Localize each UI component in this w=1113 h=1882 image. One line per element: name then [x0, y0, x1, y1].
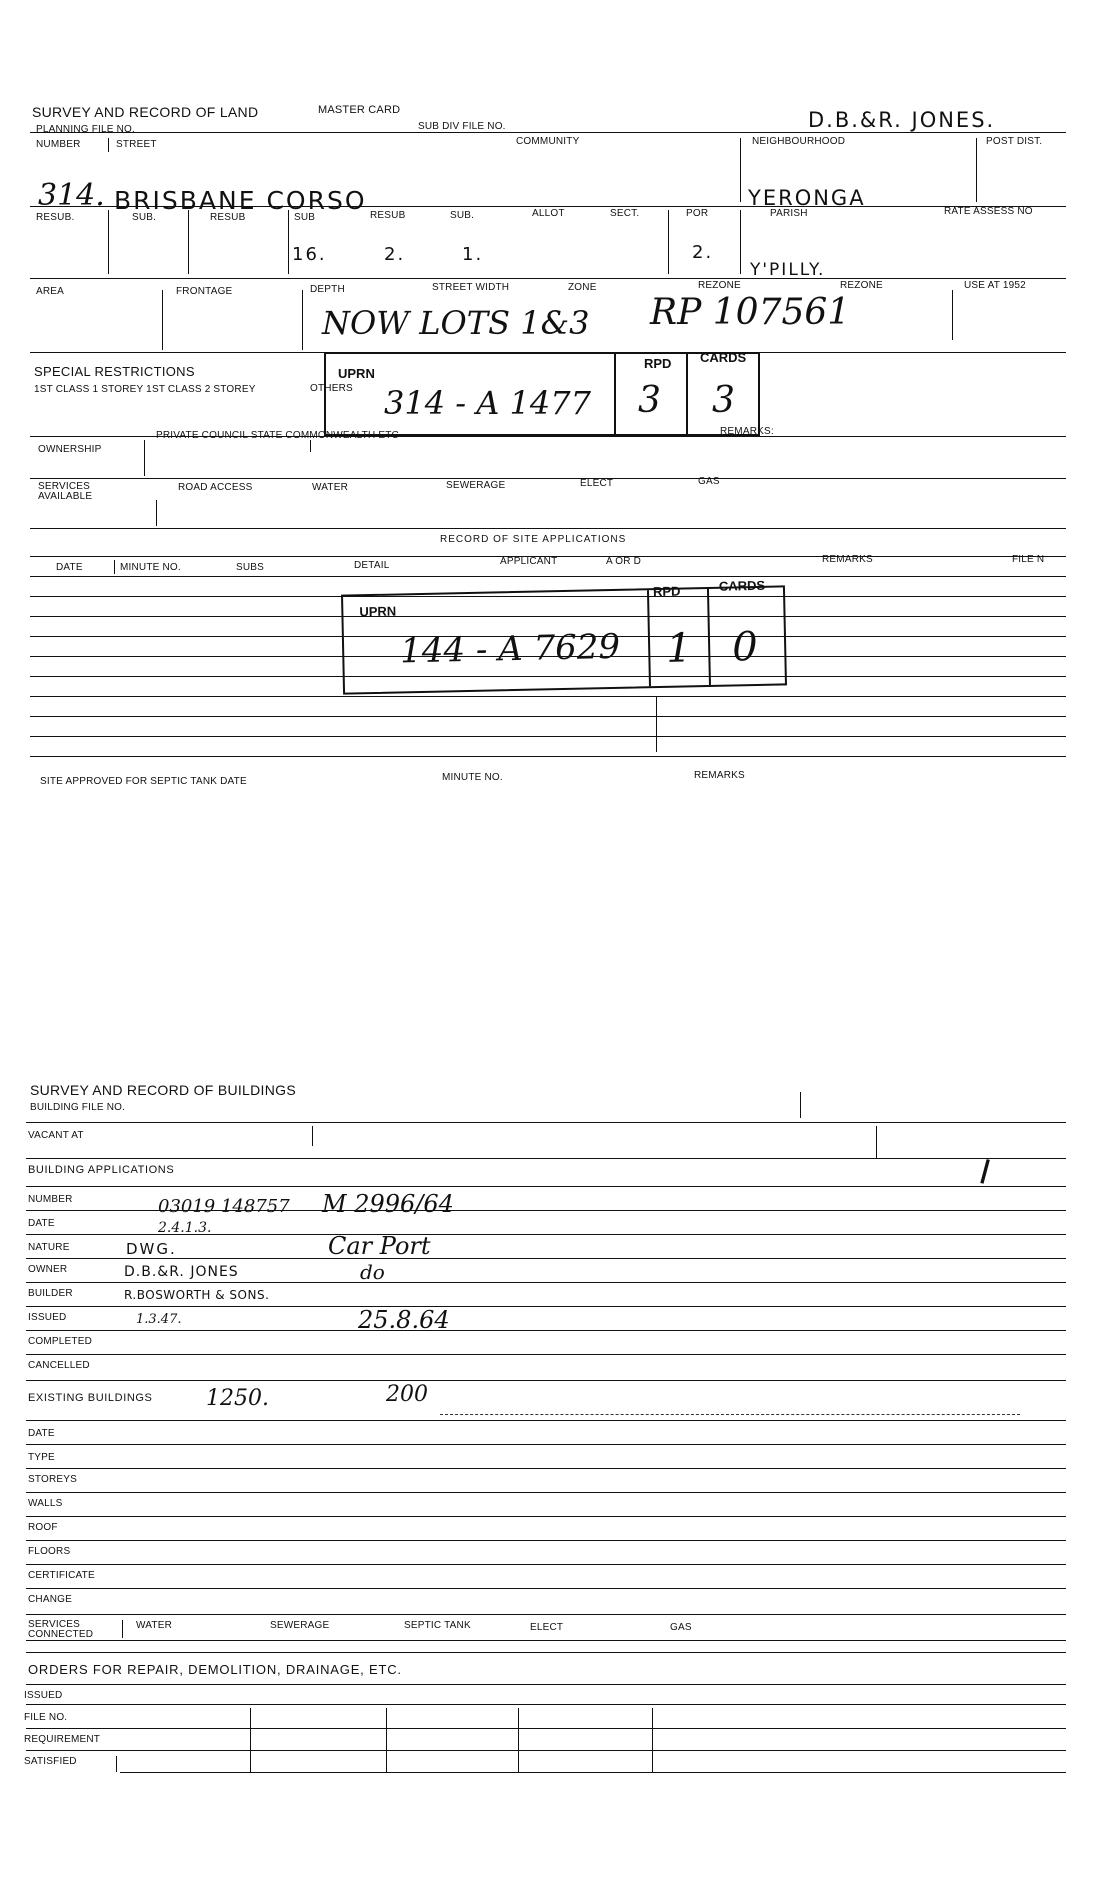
divider — [26, 1380, 1066, 1381]
neighbourhood-label: NEIGHBOURHOOD — [752, 136, 846, 147]
services-available-label: SERVICES AVAILABLE — [38, 481, 93, 502]
record-site-label: RECORD OF SITE APPLICATIONS — [440, 534, 627, 545]
uprn-value: 314 - A 1477 — [384, 384, 591, 422]
parish-value: Y'PILLY. — [750, 260, 826, 280]
divider — [26, 1420, 1066, 1421]
ownership-label: OWNERSHIP — [38, 444, 102, 455]
divider — [310, 440, 311, 452]
divider — [740, 138, 741, 202]
divider — [26, 1588, 1066, 1589]
class-storey-label: 1ST CLASS 1 STOREY 1ST CLASS 2 STOREY — [34, 384, 256, 395]
existing-row-change: CHANGE — [28, 1594, 72, 1605]
order-row-requirement: REQUIREMENT — [24, 1734, 101, 1745]
entry-builder: R.BOSWORTH & SONS. — [124, 1288, 270, 1302]
divider — [876, 1126, 877, 1158]
existing-row-floors: FLOORS — [28, 1546, 71, 1557]
remarks-bottom-label: REMARKS — [694, 770, 745, 781]
divider — [26, 1750, 1066, 1751]
divider — [26, 1704, 1066, 1705]
row-label-nature: NATURE — [28, 1242, 70, 1253]
order-row-issued: ISSUED — [24, 1690, 63, 1701]
ownership-types: PRIVATE COUNCIL STATE COMMONWEALTH ETC — [156, 430, 399, 441]
elect-label: ELECT — [580, 478, 614, 489]
row-label-number: NUMBER — [28, 1194, 73, 1205]
divider — [122, 1620, 123, 1638]
entry-owner: D.B.&R. JONES — [124, 1264, 239, 1280]
divider — [26, 1684, 1066, 1685]
file-n-col: FILE N — [1012, 554, 1045, 565]
entry-number-2: M 2996/64 — [322, 1190, 454, 1218]
subs-col: SUBS — [236, 562, 265, 573]
a-or-d-col: A OR D — [606, 556, 642, 567]
street-width-label: STREET WIDTH — [432, 282, 510, 293]
divider — [30, 736, 1066, 737]
master-card-label: MASTER CARD — [318, 104, 401, 116]
svc-water: WATER — [136, 1620, 172, 1631]
divider — [156, 500, 157, 526]
divider — [288, 210, 289, 274]
divider — [614, 354, 616, 434]
rp-number: RP 107561 — [650, 292, 851, 333]
orders-label: ORDERS FOR REPAIR, DEMOLITION, DRAINAGE, ETC. — [28, 1662, 402, 1677]
septic-label: SITE APPROVED FOR SEPTIC TANK DATE — [40, 776, 247, 787]
divider — [976, 138, 977, 202]
resub-value: 2. — [384, 244, 406, 265]
divider — [26, 1516, 1066, 1517]
entry-nature-2: Car Port — [328, 1232, 431, 1260]
rezone-label-2: REZONE — [840, 280, 883, 291]
neighbourhood-value: YERONGA — [748, 186, 866, 210]
number-label: NUMBER — [36, 139, 81, 150]
existing-row-type: TYPE — [28, 1452, 55, 1463]
divider — [440, 1414, 1020, 1415]
cards-label-2: CARDS — [718, 577, 766, 594]
existing-row-roof: ROOF — [28, 1522, 58, 1533]
rate-assess-label: RATE ASSESS NO — [944, 206, 1033, 217]
divider — [686, 354, 688, 434]
divider — [30, 756, 1066, 757]
divider — [302, 290, 303, 350]
cards-label: CARDS — [700, 350, 747, 365]
svc-elect: ELECT — [530, 1622, 564, 1633]
applications-label: BUILDING APPLICATIONS — [28, 1164, 175, 1176]
entry-number: 03019 148757 — [158, 1196, 290, 1217]
rpd-value: 3 — [638, 380, 661, 421]
divider — [26, 1354, 1066, 1355]
zone-label: ZONE — [568, 282, 597, 293]
rpd-label-2: RPD — [652, 583, 681, 600]
divider — [26, 1540, 1066, 1541]
cards-value: 3 — [712, 380, 735, 421]
divider — [518, 1708, 519, 1772]
gas-label: GAS — [698, 476, 720, 487]
post-dist-label: POST DIST. — [986, 136, 1043, 147]
divider — [26, 1614, 1066, 1615]
divider — [188, 210, 189, 274]
area-label: AREA — [36, 286, 65, 297]
sub-label-3: SUB. — [450, 210, 475, 221]
sub-value-2: 1. — [462, 244, 484, 265]
allot-label: ALLOT — [532, 208, 565, 219]
divider — [26, 1158, 1066, 1159]
parish-label: PARISH — [770, 208, 808, 219]
number-value: 314. — [38, 178, 105, 213]
minute-no-col: MINUTE NO. — [120, 562, 181, 573]
detail-col: DETAIL — [354, 560, 390, 571]
sub-value: 16. — [292, 244, 327, 265]
divider — [116, 1756, 117, 1772]
others-label: OTHERS — [310, 383, 353, 394]
divider — [162, 290, 163, 350]
building-file-label: BUILDING FILE NO. — [30, 1102, 126, 1113]
vacant-at-label: VACANT AT — [28, 1130, 84, 1141]
sect-label: SECT. — [610, 208, 640, 219]
row-label-issued: ISSUED — [28, 1312, 67, 1323]
divider — [120, 1772, 1066, 1773]
order-row-satisfied: SATISFIED — [24, 1756, 77, 1767]
road-access-label: ROAD ACCESS — [178, 482, 253, 493]
divider — [250, 1708, 251, 1772]
land-card-title: SURVEY AND RECORD OF LAND — [32, 104, 259, 120]
street-label: STREET — [116, 139, 157, 150]
divider — [108, 210, 109, 274]
sub-label-2: SUB — [294, 212, 316, 223]
depth-label: DEPTH — [310, 284, 345, 295]
uprn-stamp-2 — [341, 577, 787, 694]
por-label: POR — [686, 208, 709, 219]
uprn-stamp — [324, 352, 760, 436]
planning-file-label: PLANNING FILE NO. — [36, 124, 135, 135]
divider — [26, 1444, 1066, 1445]
divider — [800, 1092, 801, 1118]
divider — [740, 210, 741, 274]
uprn-label-2: UPRN — [359, 603, 397, 620]
services-connected-label: SERVICES CONNECTED — [28, 1619, 94, 1640]
water-label: WATER — [312, 482, 348, 493]
divider — [26, 1564, 1066, 1565]
divider — [26, 1468, 1066, 1469]
row-label-date: DATE — [28, 1218, 55, 1229]
divider — [26, 1728, 1066, 1729]
existing-row-walls: WALLS — [28, 1498, 63, 1509]
entry-issued-2: 25.8.64 — [358, 1306, 450, 1334]
use-at-label: USE AT 1952 — [964, 280, 1026, 291]
divider — [26, 1122, 1066, 1123]
divider — [647, 590, 651, 686]
rezone-label: REZONE — [698, 280, 741, 291]
existing-value: 1250. — [206, 1386, 269, 1411]
existing-value-2: 200 — [386, 1382, 428, 1407]
entry-owner-2: do — [360, 1260, 385, 1284]
divider — [26, 1186, 1066, 1187]
divider — [952, 290, 953, 340]
svc-septic: SEPTIC TANK — [404, 1620, 471, 1631]
minute-no-label-2: MINUTE NO. — [442, 772, 503, 783]
divider — [30, 478, 1066, 479]
existing-row-certificate: CERTIFICATE — [28, 1570, 95, 1581]
tick-mark: | — [978, 1153, 994, 1185]
divider — [26, 1306, 1066, 1307]
sub-div-file-label: SUB DIV FILE NO. — [418, 121, 506, 132]
street-value: BRISBANE CORSO — [114, 186, 367, 215]
divider — [30, 528, 1066, 529]
row-label-cancelled: CANCELLED — [28, 1360, 90, 1371]
resub-label: RESUB. — [36, 212, 75, 223]
existing-buildings-label: EXISTING BUILDINGS — [28, 1392, 153, 1404]
resub-label-2: RESUB — [210, 212, 246, 223]
divider — [30, 132, 1066, 133]
rpd-label: RPD — [644, 356, 672, 371]
divider — [30, 576, 1066, 577]
community-label: COMMUNITY — [516, 136, 580, 147]
entry-nature: DWG. — [126, 1240, 177, 1258]
divider — [30, 278, 1066, 279]
order-row-file: FILE NO. — [24, 1712, 68, 1723]
row-label-completed: COMPLETED — [28, 1336, 93, 1347]
building-card-title: SURVEY AND RECORD OF BUILDINGS — [30, 1082, 296, 1098]
divider — [30, 716, 1066, 717]
divider — [707, 589, 711, 685]
divider — [26, 1330, 1066, 1331]
divider — [26, 1652, 1066, 1653]
por-value: 2. — [692, 242, 714, 263]
cards-value-2: 0 — [731, 623, 759, 671]
row-label-owner: OWNER — [28, 1264, 68, 1275]
entry-issued: 1.3.47. — [136, 1312, 182, 1327]
applicant-col: APPLICANT — [500, 556, 558, 567]
uprn-value-2: 144 - A 7629 — [399, 626, 621, 672]
owner-name-header: D.B.&R. JONES. — [808, 108, 996, 132]
entry-date: 2.4.1.3. — [158, 1220, 212, 1236]
depth-note: NOW LOTS 1&3 — [322, 304, 590, 342]
row-label-builder: BUILDER — [28, 1288, 73, 1299]
divider — [30, 696, 1066, 697]
divider — [26, 1640, 1066, 1641]
divider — [144, 440, 145, 476]
remarks-col: REMARKS — [822, 554, 873, 565]
divider — [26, 1282, 1066, 1283]
existing-row-date: DATE — [28, 1428, 55, 1439]
divider — [26, 1258, 1066, 1259]
existing-row-storeys: STOREYS — [28, 1474, 78, 1485]
svc-gas: GAS — [670, 1622, 692, 1633]
uprn-label: UPRN — [338, 366, 375, 381]
divider — [668, 210, 669, 274]
date-col: DATE — [56, 562, 83, 573]
remarks-label-top: REMARKS: — [720, 426, 774, 437]
divider — [30, 206, 1066, 207]
divider — [108, 138, 109, 152]
divider — [386, 1708, 387, 1772]
rpd-value-2: 1 — [665, 625, 693, 672]
divider — [26, 1492, 1066, 1493]
resub-label-3: RESUB — [370, 210, 406, 221]
special-restrictions-label: SPECIAL RESTRICTIONS — [34, 364, 195, 379]
svc-sewerage: SEWERAGE — [270, 1620, 330, 1631]
divider — [652, 1708, 653, 1772]
divider — [312, 1126, 313, 1146]
divider — [656, 696, 657, 752]
frontage-label: FRONTAGE — [176, 286, 233, 297]
sub-label: SUB. — [132, 212, 157, 223]
divider — [114, 560, 115, 574]
sewerage-label: SEWERAGE — [446, 480, 506, 491]
